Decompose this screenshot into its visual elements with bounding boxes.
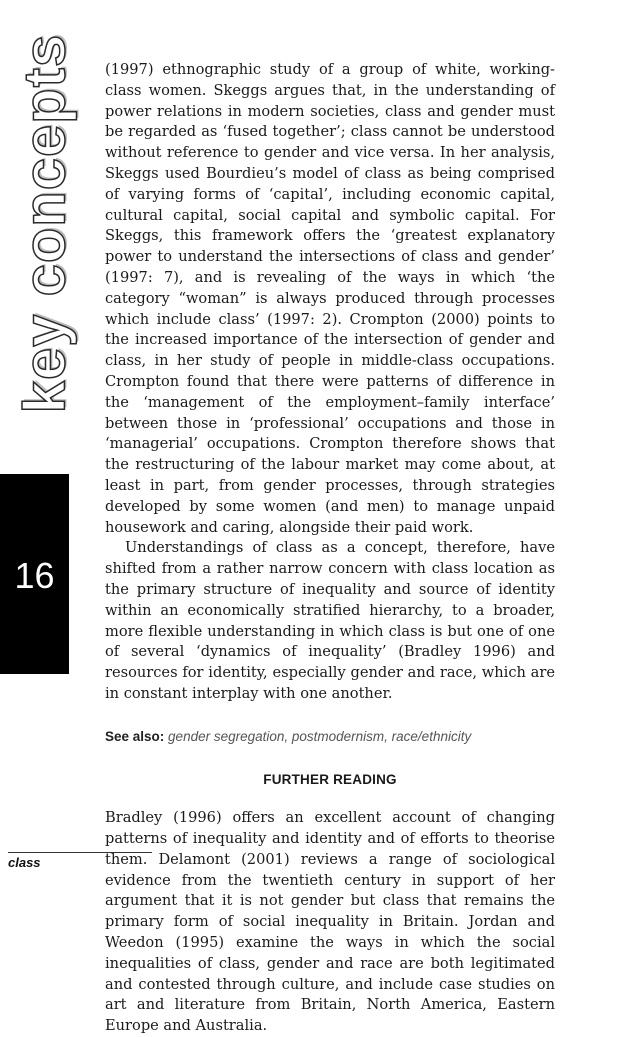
see-also [105, 727, 555, 748]
page-number: 16 [14, 555, 55, 596]
body-paragraph: Understandings of class as a concept, therefore, have shifted from a rather narrow concern with class location as the primary structure of inequality and source of identity within an economically stratified hierarchy, to a broader, more flexible understanding in which class is but one of one of several ‘dynamics of inequality’ (Bradley 1996) and resources for identity, especially gender and race, which are in constant interplay with one another. [105, 539, 555, 702]
sidebar-title-text: key concepts [12, 33, 78, 413]
see-also-label: See also: [105, 728, 165, 744]
body-paragraph: (1997) ethnographic study of a group of white, working-class women. Skeggs argues that, in the understanding of power relations in modern societies, class and gender must be regarded as ‘fused together’; class cannot be understood without reference to gender and vice versa. In her analysis, Skeggs used Bourdieu’s model of class as being comprised of varying forms of ‘capital’, including economic capital, cultural capital, social capital and symbolic capital. For Skeggs, this framework offers the ‘greatest explanatory power to understand the intersections of class and gender’ (1997: 7), and is revealing of the ways in which ‘the category “woman” is always produced through processes which include class’ (1997: 2). Crompton (2000) points to the increased importance of the intersection of gender and class, in her study of people in middle-class occupations. Crompton found that there were patterns of difference in the ‘management of the employment–family interface’ between those in ‘professional’ occupations and those in ‘managerial’ occupations. Crompton therefore shows that the restructuring of the labour market may come about, at least in part, from gender processes, through strategies developed by some women (and men) to manage unpaid housework and caring, alongside their paid work. [105, 61, 555, 536]
sidebar-title [12, 33, 78, 413]
running-footer: class [8, 855, 41, 870]
further-reading-paragraph: Bradley (1996) offers an excellent account of changing patterns of inequality and identity and of efforts to theorise them. Delamont (2001) reviews a range of sociological evidence from the twentieth century in support of her argument that it is not gender but class that remains the primary form of social inequality in Britain. Jordan and Weedon (1995) examine the ways in which the social inequalities of class, gender and race are both legitimated and contested through culture, and include case studies on art and literature from Britain, North America, Eastern Europe and Australia. [105, 809, 555, 1035]
see-also-links: gender segregation, postmodernism, race/ethnicity [168, 728, 472, 744]
footer-rule [8, 852, 152, 853]
further-reading-heading: FURTHER READING [263, 771, 397, 787]
body-text [105, 60, 555, 1037]
